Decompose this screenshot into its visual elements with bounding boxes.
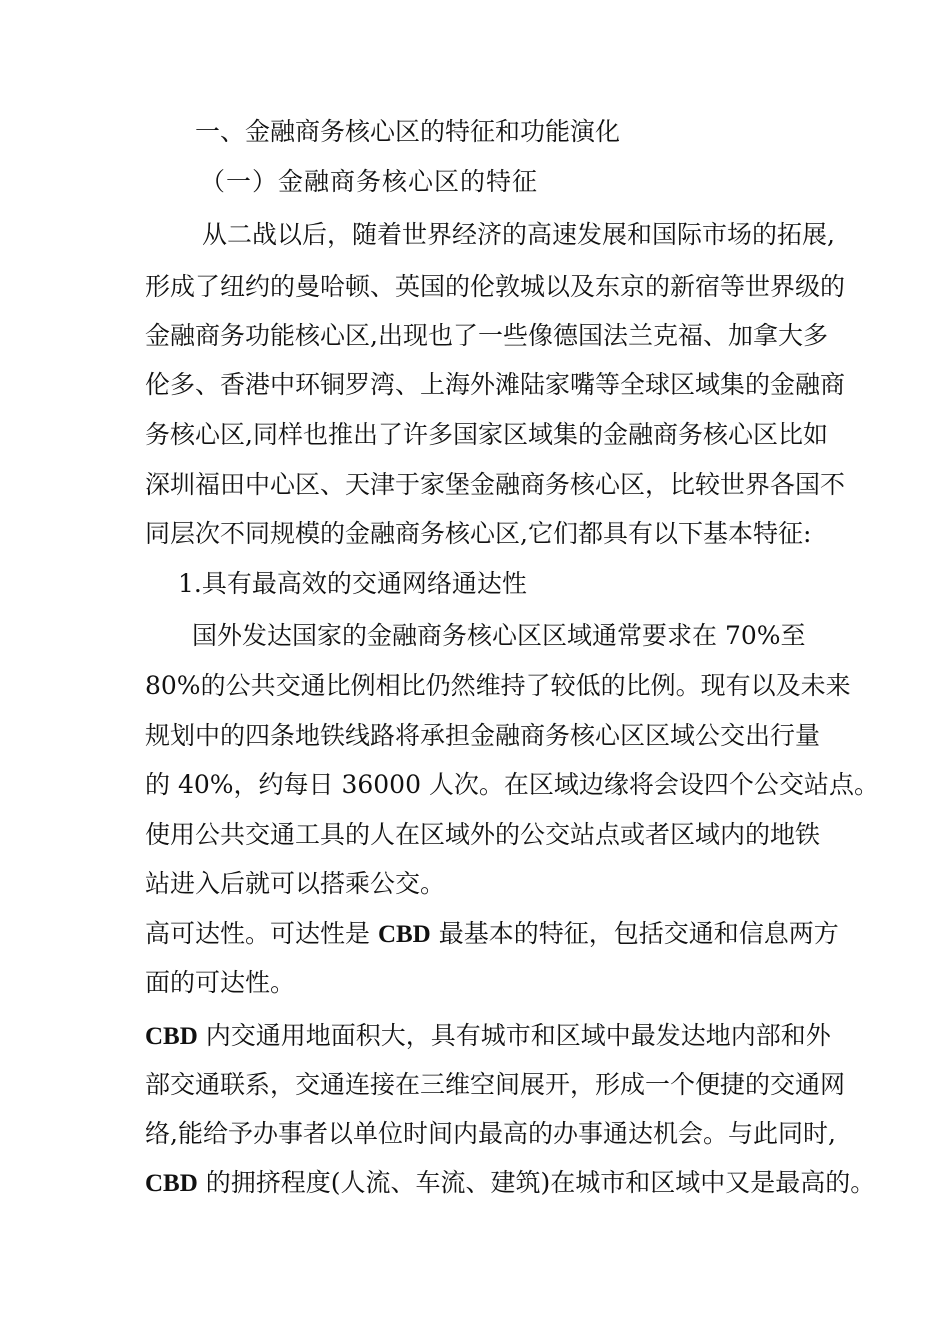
- text-run: 最基本的特征，包括交通和信息两方: [430, 919, 839, 948]
- text-run: 高可达性。可达性是: [145, 919, 378, 948]
- paragraph-line: 形成了纽约的曼哈顿、英国的伦敦城以及东京的新宿等世界级的: [145, 272, 846, 301]
- paragraph-line: 面的可达性。: [145, 968, 296, 997]
- paragraph-line: 络,能给予办事者以单位时间内最高的办事通达机会。与此同时,: [145, 1119, 836, 1148]
- text-run: 的拥挤程度(人流、车流、建筑)在城市和区域中又是最高的。: [197, 1168, 876, 1197]
- cbd-term: CBD: [377, 921, 431, 948]
- paragraph-line: 伦多、香港中环铜罗湾、上海外滩陆家嘴等全球区域集的金融商: [145, 370, 846, 399]
- cbd-term: CBD: [145, 1023, 198, 1050]
- paragraph-line: [145, 918, 839, 951]
- paragraph-line: 务核心区,同样也推出了许多国家区域集的金融商务核心区比如: [145, 420, 828, 449]
- paragraph-line: 使用公共交通工具的人在区域外的公交站点或者区域内的地铁: [145, 820, 821, 849]
- paragraph-line: 国外发达国家的金融商务核心区区域通常要求在 70%至: [192, 621, 806, 650]
- paragraph-line: [145, 1167, 875, 1200]
- paragraph-line: 从二战以后，随着世界经济的高速发展和国际市场的拓展,: [202, 220, 835, 249]
- heading-main: 一、金融商务核心区的特征和功能演化: [195, 117, 621, 146]
- heading-sub: （一）金融商务核心区的特征: [200, 167, 539, 196]
- section-subheading: 1.具有最高效的交通网络通达性: [178, 569, 527, 598]
- paragraph-line: 80%的公共交通比例相比仍然维持了较低的比例。现有以及未来: [145, 671, 851, 700]
- paragraph-line: 深圳福田中心区、天津于家堡金融商务核心区，比较世界各国不: [145, 470, 846, 499]
- paragraph-line: 的 40%，约每日 36000 人次。在区域边缘将会设四个公交站点。: [145, 770, 879, 799]
- paragraph-line: 规划中的四条地铁线路将承担金融商务核心区区域公交出行量: [145, 721, 821, 750]
- cbd-term: CBD: [145, 1170, 198, 1197]
- text-run: 内交通用地面积大，具有城市和区域中最发达地内部和外: [197, 1021, 831, 1050]
- paragraph-line: [145, 1020, 831, 1053]
- paragraph-line: 部交通联系，交通连接在三维空间展开，形成一个便捷的交通网: [145, 1070, 846, 1099]
- paragraph-line: 同层次不同规模的金融商务核心区,它们都具有以下基本特征:: [145, 519, 812, 548]
- paragraph-line: 金融商务功能核心区,出现也了一些像德国法兰克福、加拿大多: [145, 321, 828, 350]
- paragraph-line: 站进入后就可以搭乘公交。: [145, 869, 446, 898]
